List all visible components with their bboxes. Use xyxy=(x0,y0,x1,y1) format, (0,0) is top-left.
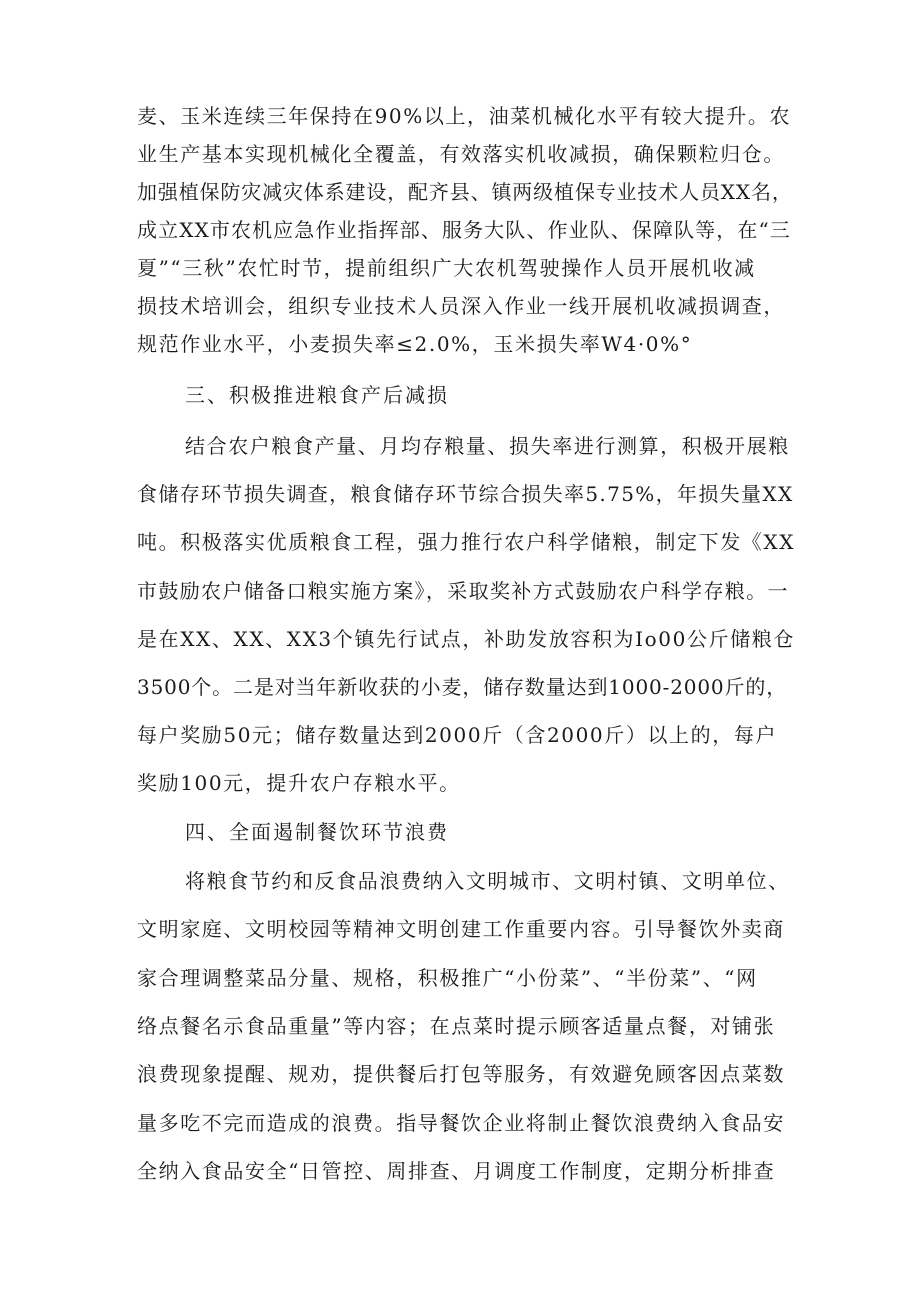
paragraph-line: 夏”“三秋”农忙时节，提前组织广大农机驾驶操作人员开展机收减 xyxy=(137,256,756,280)
paragraph-line: 将粮食节约和反食品浪费纳入文明城市、文明村镇、文明单位、 xyxy=(185,869,790,893)
paragraph-line: 加强植保防灾减灾体系建设，配齐县、镇两级植保专业技术人员XX名， xyxy=(137,180,793,204)
paragraph-line: 是在XX、XX、XX3个镇先行试点，补助发放容积为Io00公斤储粮仓 xyxy=(137,627,795,651)
paragraph-line: 全纳入食品安全“日管控、周排查、月调度工作制度，定期分析排查 xyxy=(137,1159,776,1183)
paragraph-line: 市鼓励农户储备口粮实施方案》，采取奖补方式鼓励农户科学存粮。一 xyxy=(137,579,789,603)
paragraph-line: 家合理调整菜品分量、规格，积极推广“小份菜”、“半份菜”、“网 xyxy=(137,966,758,990)
paragraph-line: 络点餐名示食品重量”等内容；在点菜时提示顾客适量点餐，对铺张 xyxy=(137,1014,776,1038)
paragraph-line: 文明家庭、文明校园等精神文明创建工作重要内容。引导餐饮外卖商 xyxy=(137,917,785,941)
paragraph-line: 麦、玉米连续三年保持在90%以上，油菜机械化水平有较大提升。农 xyxy=(137,104,792,128)
paragraph-line: 规范作业水平，小麦损失率≤2.0%，玉米损失率W4·0%° xyxy=(137,332,693,356)
paragraph-line: 损技术培训会，组织专业技术人员深入作业一线开展机收减损调查， xyxy=(137,294,785,318)
paragraph-line: 结合农户粮食产量、月均存粮量、损失率进行测算，积极开展粮 xyxy=(185,434,790,458)
paragraph-line: 量多吃不完而造成的浪费。指导餐饮企业将制止餐饮浪费纳入食品安 xyxy=(137,1111,785,1135)
paragraph-line: 浪费现象提醒、规劝，提供餐后打包等服务，有效避免顾客因点菜数 xyxy=(137,1062,785,1086)
paragraph-line: 3500个。二是对当年新收获的小麦，储存数量达到1000-2000斤的， xyxy=(137,675,788,699)
paragraph-line: 食储存环节损失调查，粮食储存环节综合损失率5.75%，年损失量XX xyxy=(137,482,794,506)
section-heading-3: 三、积极推进粮食产后减损 xyxy=(185,383,449,407)
paragraph-line: 成立XX市农机应急作业指挥部、服务大队、作业队、保障队等，在“三 xyxy=(137,218,791,242)
paragraph-line: 业生产基本实现机械化全覆盖，有效落实机收减损，确保颗粒归仓。 xyxy=(137,142,785,166)
section-heading-4: 四、全面遏制餐饮环节浪费 xyxy=(185,820,449,844)
paragraph-line: 吨。积极落实优质粮食工程，强力推行农户科学储粮，制定下发《XX xyxy=(137,530,796,554)
paragraph-line: 每户奖励50元；储存数量达到2000斤（含2000斤）以上的，每户 xyxy=(137,723,778,747)
paragraph-line: 奖励100元，提升农户存粮水平。 xyxy=(137,771,461,795)
